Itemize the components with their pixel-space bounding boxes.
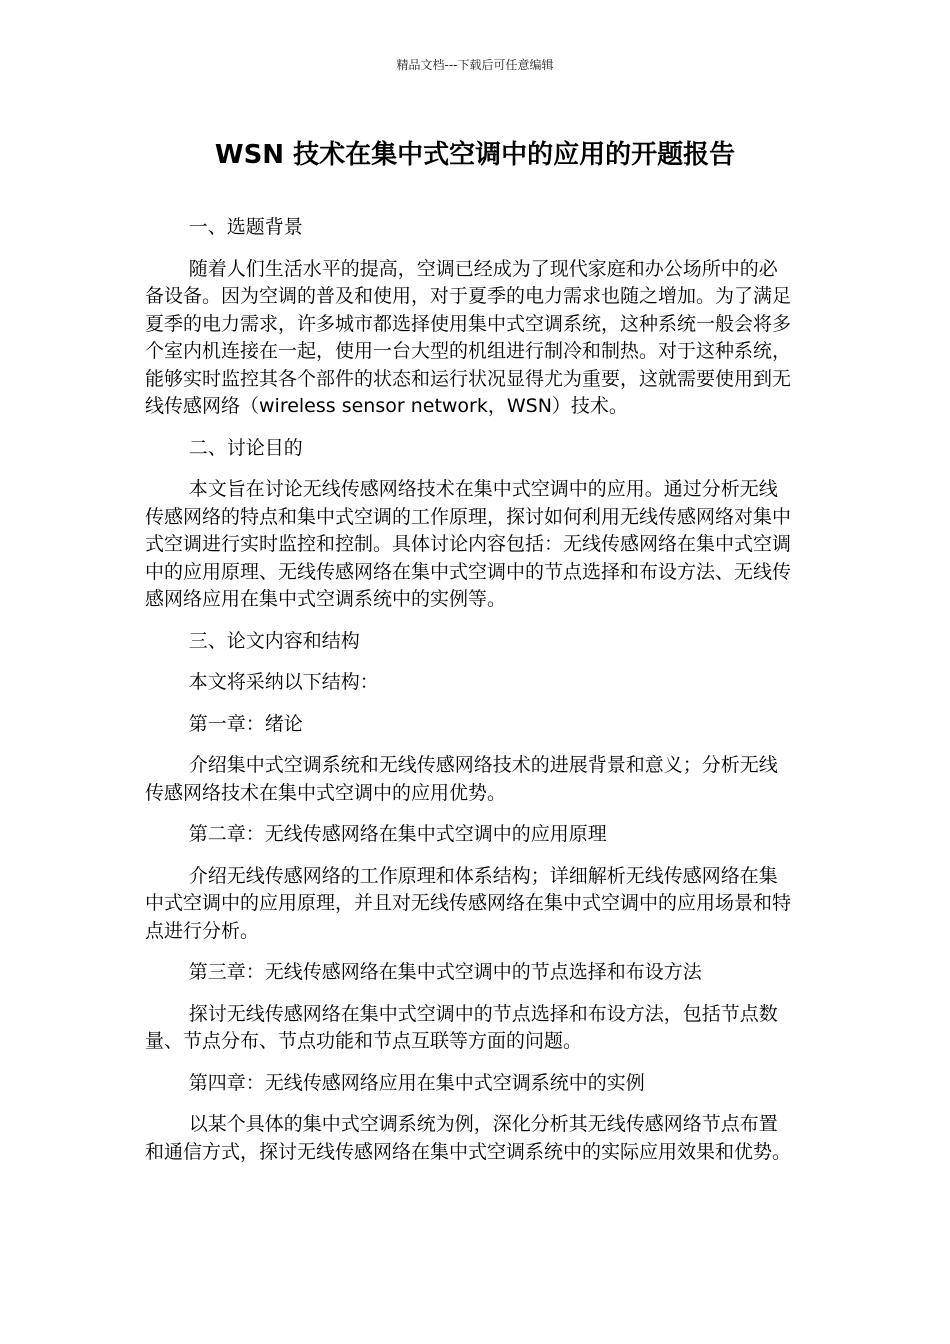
section-heading-structure: 三、论文内容和结构	[188, 629, 360, 652]
chapter-1-description: 介绍集中式空调系统和无线传感网络技术的进展背景和意义；分析无线传感网络技术在集中式空调中的应用优势。	[145, 754, 778, 804]
section-heading-background: 一、选题背景	[188, 216, 303, 238]
paragraph-purpose: 本文旨在讨论无线传感网络技术在集中式空调中的应用。通过分析无线传感网络的特点和集中式空调的工作原理，探讨如何利用无线传感网络对集中式空调进行实时监控和控制。具体讨论内容包括：无线传感网络在集中式空调中的应用原理、无线传感网络在集中式空调中的节点选择和布设方法、无线传感网络应用在集中式空调系统中的实例等。	[145, 478, 792, 610]
paragraph-background: 随着人们生活水平的提高，空调已经成为了现代家庭和办公场所中的必备设备。因为空调的普及和使用，对于夏季的电力需求也随之增加。为了满足夏季的电力需求，许多城市都选择使用集中式空调系统，这种系统一般会将多个室内机连接在一起，使用一台大型的机组进行制冷和制热。对于这种系统，能够实时监控其各个部件的状态和运行状况显得尤为重要，这就需要使用到无线传感网络（wireless sensor network，WSN）技术。	[145, 257, 792, 417]
paragraph-structure-intro: 本文将采纳以下结构：	[188, 671, 379, 693]
chapter-4-heading: 第四章：无线传感网络应用在集中式空调系统中的实例	[188, 1071, 645, 1094]
chapter-3-heading: 第三章：无线传感网络在集中式空调中的节点选择和布设方法	[188, 961, 702, 983]
section-heading-purpose: 二、讨论目的	[188, 436, 303, 459]
header-note: 精品文档---下载后可任意编辑	[396, 58, 554, 72]
chapter-2-heading: 第二章：无线传感网络在集中式空调中的应用原理	[188, 823, 607, 845]
chapter-2-description: 介绍无线传感网络的工作原理和体系结构；详细解析无线传感网络在集中式空调中的应用原理，并且对无线传感网络在集中式空调中的应用场景和特点进行分析。	[145, 864, 792, 942]
chapter-3-description: 探讨无线传感网络在集中式空调中的节点选择和布设方法，包括节点数量、节点分布、节点功能和节点互联等方面的问题。	[145, 1002, 778, 1052]
chapter-4-description: 以某个具体的集中式空调系统为例，深化分析其无线传感网络节点布置和通信方式，探讨无线传感网络在集中式空调系统中的实际应用效果和优势。	[145, 1113, 792, 1163]
document-body	[145, 214, 795, 1180]
chapter-1-heading: 第一章：绪论	[188, 712, 303, 735]
document-title: WSN 技术在集中式空调中的应用的开题报告	[214, 140, 736, 170]
